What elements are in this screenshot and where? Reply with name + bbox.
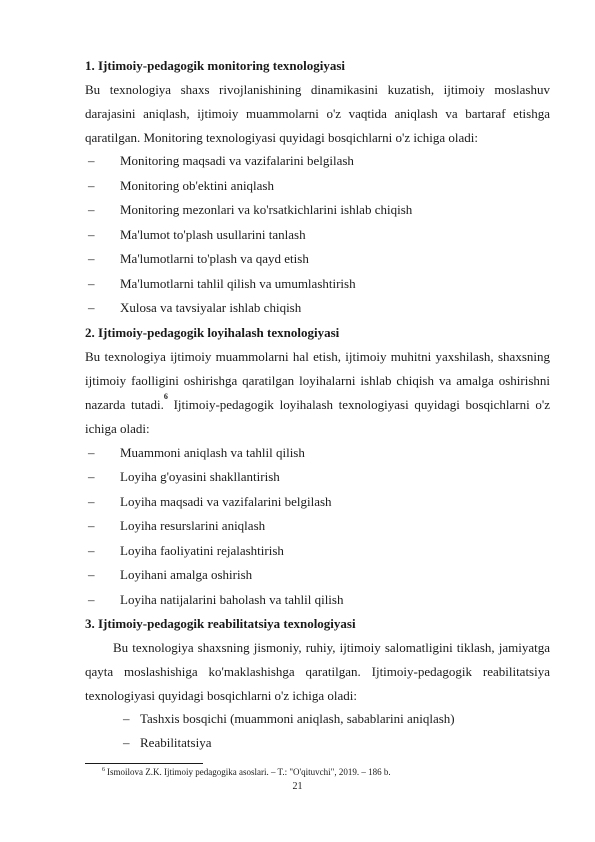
list-item-text: Monitoring maqsadi va vazifalarini belgilash [120, 153, 354, 168]
list-item-text: Loyiha natijalarini baholash va tahlil qilish [120, 592, 344, 607]
list-item-text: Loyihani amalga oshirish [120, 567, 253, 582]
section-2-intro-continued: Ijtimoiy-pedagogik loyihalash texnologiyasi quyidagi bosqichlarni o'z ichiga oladi: [85, 397, 550, 436]
bullet-dash: – [88, 251, 95, 266]
list-item-text: Loyiha resurslarini aniqlash [120, 518, 266, 533]
list-item-text: Reabilitatsiya [140, 735, 212, 750]
bullet-dash: – [88, 567, 95, 582]
footnote [102, 767, 542, 778]
footnote-text: Ismoilova Z.K. Ijtimoiy pedagogika asoslari. – T.: "O'qituvchi", 2019. – 186 b. [107, 767, 391, 777]
list-item-text: Monitoring mezonlari va ko'rsatkichlarini ishlab chiqish [120, 202, 413, 217]
bullet-dash: – [123, 711, 130, 726]
list-item-text: Ma'lumotlarni tahlil qilish va umumlashtirish [120, 276, 356, 291]
footnote-separator [85, 763, 203, 764]
section-2-intro [85, 345, 550, 441]
list-item-text: Ma'lumot to'plash usullarini tanlash [120, 227, 306, 242]
section-3-intro: Bu texnologiya shaxsning jismoniy, ruhiy, ijtimoiy salomatligini tiklash, jamiyatga qayta moslashishiga ko'maklashishga qaratilgan. Ijtimoiy-pedagogik reabilitatsiya texnologiyasi quyidagi bosqichlarni o'z ichiga oladi: [85, 640, 550, 703]
bullet-dash: – [88, 178, 95, 193]
list-item-text: Ma'lumotlarni to'plash va qayd etish [120, 251, 309, 266]
bullet-dash: – [88, 518, 95, 533]
list-item-text: Loyiha g'oyasini shakllantirish [120, 469, 280, 484]
bullet-dash: – [88, 300, 95, 315]
bullet-dash: – [88, 445, 95, 460]
list-item-text: Tashxis bosqichi (muammoni aniqlash, sabablarini aniqlash) [140, 711, 455, 726]
page-number: 21 [292, 781, 303, 792]
footnote-reference: 6 [163, 392, 168, 401]
bullet-dash: – [88, 494, 95, 509]
bullet-dash: – [88, 469, 95, 484]
section-1-heading: 1. Ijtimoiy-pedagogik monitoring texnologiyasi [85, 58, 346, 73]
section-2-intro-text: Bu texnologiya ijtimoiy muammolarni hal etish, ijtimoiy muhitni yaxshilash, shaxsning ijtimoiy faolligini oshirishga qaratilgan loyihalarni ishlab chiqish va amalga oshirishni nazarda tutadi. [85, 349, 550, 412]
list-item-text: Loyiha maqsadi va vazifalarini belgilash [120, 494, 332, 509]
bullet-dash: – [88, 276, 95, 291]
list-item-text: Monitoring ob'ektini aniqlash [120, 178, 274, 193]
list-item-text: Xulosa va tavsiyalar ishlab chiqish [120, 300, 302, 315]
list-item-text: Muammoni aniqlash va tahlil qilish [120, 445, 305, 460]
bullet-dash: – [88, 592, 95, 607]
section-3-heading: 3. Ijtimoiy-pedagogik reabilitatsiya texnologiyasi [85, 616, 356, 631]
list-item-text: Loyiha faoliyatini rejalashtirish [120, 543, 284, 558]
section-2-heading: 2. Ijtimoiy-pedagogik loyihalash texnologiyasi [85, 325, 340, 340]
footnote-number: 6 [102, 767, 105, 773]
bullet-dash: – [88, 543, 95, 558]
bullet-dash: – [88, 227, 95, 242]
bullet-dash: – [88, 153, 95, 168]
bullet-dash: – [88, 202, 95, 217]
section-1-intro: Bu texnologiya shaxs rivojlanishining dinamikasini kuzatish, ijtimoiy moslashuv darajasini aniqlash, ijtimoiy muammolarni o'z vaqtida aniqlash va bartaraf etishga qaratilgan. Monitoring texnologiyasi quyidagi bosqichlarni o'z ichiga oladi: [85, 82, 550, 145]
bullet-dash: – [123, 735, 130, 750]
